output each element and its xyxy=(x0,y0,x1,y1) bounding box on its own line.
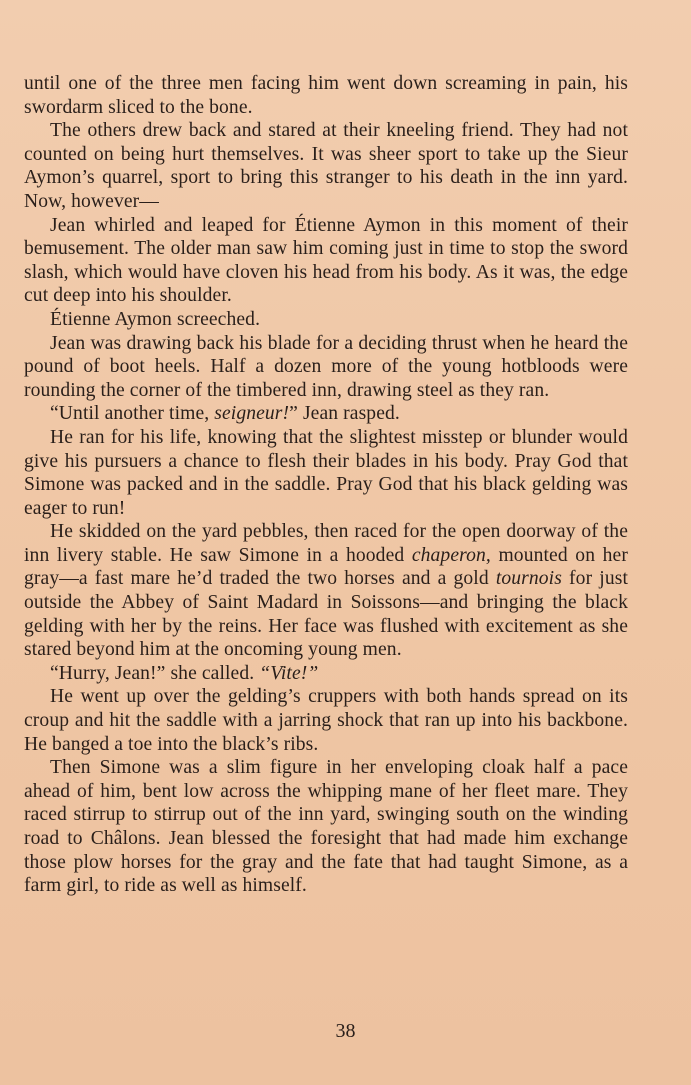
page-number: 38 xyxy=(335,1020,356,1042)
italic-text: “Vite!” xyxy=(259,662,319,684)
text-run: Then Simone was a slim figure in her enveloping cloak half a pace ahead of him, bent low across the whipping mane of her fleet mare. They raced stirrup to stirrup out of the inn yard, swinging south on the winding road to Châlons. Jean blessed the foresight that had made him exchange those plow horses for the gray and the fate that had taught Simone, as a farm girl, to ride as well as himself. xyxy=(24,757,628,897)
paragraph xyxy=(24,756,628,898)
paragraph xyxy=(24,520,628,662)
paragraph xyxy=(24,402,628,426)
text-run: Étienne Aymon screeched. xyxy=(50,308,261,330)
text-run: He went up over the gelding’s cruppers with both hands spread on its croup and hit the saddle with a jarring shock that ran up into his backbone. He banged a toe into the black’s ribs. xyxy=(24,686,628,755)
text-run: He skidded on the yard pebbles, then raced for the open doorway of the inn livery stable. He saw Simone in a hooded xyxy=(24,521,628,566)
paragraph xyxy=(24,662,628,686)
text-run: “Hurry, Jean!” she called. xyxy=(50,662,260,684)
italic-text: tournois xyxy=(495,568,562,590)
paragraph xyxy=(24,426,628,520)
text-run: Jean whirled and leaped for Étienne Aymon in this moment of their bemusement. The older man saw him coming just in time to stop the sword slash, which would have cloven his head from his body. As it was, the edge cut deep into his shoulder. xyxy=(24,214,628,307)
paragraph xyxy=(24,332,628,403)
text-run: He ran for his life, knowing that the slightest misstep or blunder would give his pursuers a chance to flesh their blades in his body. Pray God that Simone was packed and in the saddle. Pray God that his black gelding was eager to run! xyxy=(24,426,628,519)
body-text xyxy=(24,72,628,898)
italic-text: seigneur! xyxy=(214,403,290,425)
text-run: mounted on her gray—a fast mare he’d traded the two horses and a gold xyxy=(24,544,628,590)
text-run: ” Jean rasped. xyxy=(289,403,400,425)
text-run: The others drew back and stared at their kneeling friend. They had not counted on being hurt themselves. It was sheer sport to take up the Sieur Aymon’s quarrel, sport to bring this stranger to his death in the inn yard. Now, however— xyxy=(24,120,628,212)
text-run: until one of the three men facing him went down screaming in pain, his swordarm sliced to the bone. xyxy=(24,73,628,118)
paragraph xyxy=(24,308,628,332)
paragraph xyxy=(24,685,628,756)
text-run: Jean was drawing back his blade for a deciding thrust when he heard the pound of boot heels. Half a dozen more of the young hotbloods were rounding the corner of the timbered inn, drawing steel as they ran. xyxy=(24,332,628,401)
text-run: for just outside the Abbey of Saint Madard in Soissons—and bringing the black gelding with her by the reins. Her face was flushed with excitement as she stared beyond him at the oncoming young men. xyxy=(24,568,628,661)
text-run: “Until another time, xyxy=(50,403,215,425)
paragraph xyxy=(24,214,628,308)
italic-text: chaperon, xyxy=(411,544,491,566)
paragraph xyxy=(24,72,628,119)
paragraph xyxy=(24,119,628,213)
